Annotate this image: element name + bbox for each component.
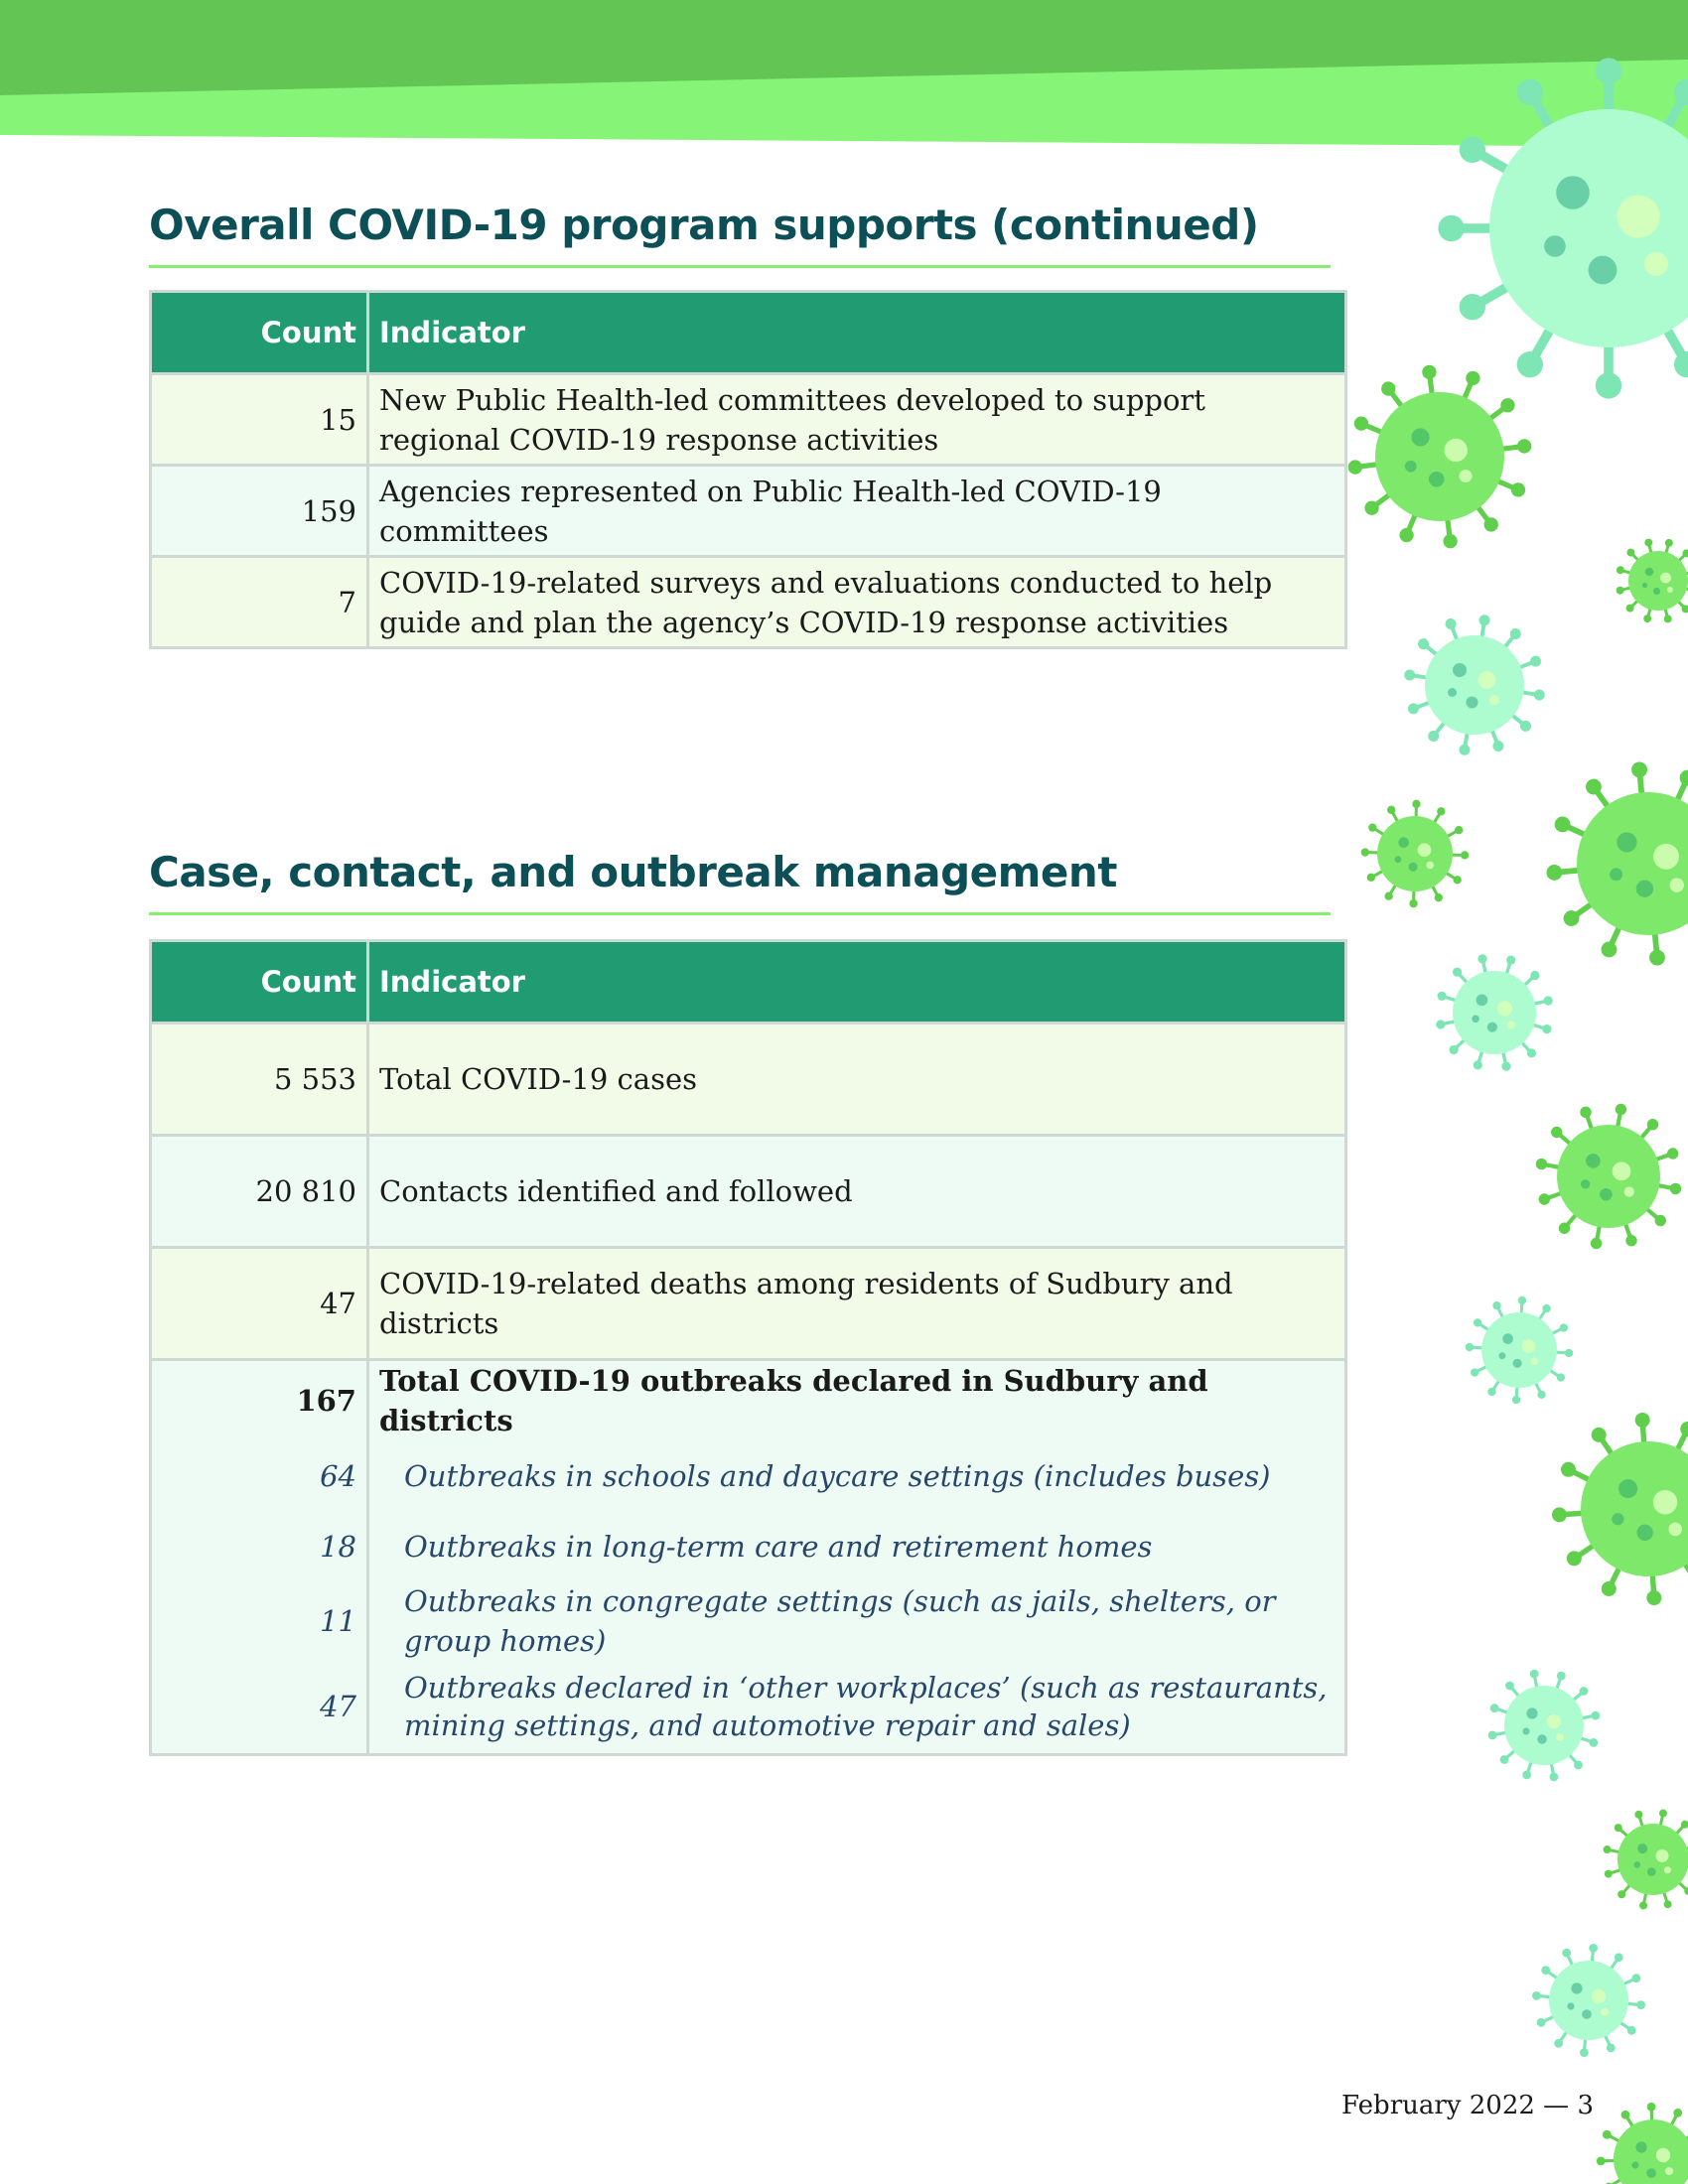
- virus-icon: [1404, 614, 1544, 754]
- indicator-cell: Agencies represented on Public Health-led COVID-19 committees: [368, 466, 1346, 557]
- count-cell: 15: [151, 374, 368, 466]
- count-cell: 11: [151, 1581, 368, 1661]
- indicator-cell: Total COVID-19 cases: [368, 1024, 1346, 1136]
- table-row: [151, 1136, 1346, 1248]
- indicator-cell: New Public Health-led committees developed to support regional COVID-19 response activities: [368, 374, 1346, 466]
- header-banner: [0, 0, 1688, 159]
- table-row: [151, 1248, 1346, 1360]
- virus-icon: [1532, 1944, 1645, 2057]
- count-cell: 47: [151, 1661, 368, 1754]
- column-header-count: Count: [151, 292, 368, 374]
- table-subrow: [151, 1661, 1346, 1754]
- count-cell: 167: [151, 1360, 368, 1441]
- indicator-cell: Outbreaks in schools and daycare settings (includes buses): [368, 1440, 1346, 1511]
- virus-icon: [1617, 539, 1688, 623]
- table-row: [151, 1024, 1346, 1136]
- column-header-indicator: Indicator: [368, 941, 1346, 1024]
- table-header-row: [151, 292, 1346, 374]
- count-cell: 7: [151, 557, 368, 648]
- count-cell: 5 553: [151, 1024, 368, 1136]
- indicator-cell: COVID-19-related surveys and evaluations conducted to help guide and plan the agency’s COVID-19 response activities: [368, 557, 1346, 648]
- virus-icon: [1597, 2103, 1688, 2184]
- page-footer: February 2022 — 3: [1341, 2091, 1594, 2120]
- virus-icon: [1436, 954, 1552, 1070]
- virus-icon: [1536, 1104, 1681, 1249]
- table-row: [151, 557, 1346, 648]
- section-title-program-supports: Overall COVID-19 program supports (continued): [149, 201, 1259, 249]
- count-cell: 159: [151, 466, 368, 557]
- count-cell: 20 810: [151, 1136, 368, 1248]
- count-cell: 64: [151, 1440, 368, 1511]
- table-subrow: [151, 1440, 1346, 1511]
- section-title-rule: [149, 912, 1331, 915]
- program-supports-table: [149, 290, 1347, 649]
- section-title-case-management: Case, contact, and outbreak management: [149, 848, 1117, 896]
- virus-icon: [1348, 365, 1532, 549]
- indicator-cell: COVID-19-related deaths among residents of Sudbury and districts: [368, 1248, 1346, 1360]
- case-management-table: [149, 939, 1347, 1756]
- count-cell: 18: [151, 1511, 368, 1581]
- indicator-cell: Outbreaks in long-term care and retirement homes: [368, 1511, 1346, 1581]
- table-row-total-outbreaks: [151, 1360, 1346, 1441]
- column-header-count: Count: [151, 941, 368, 1024]
- table-row: [151, 374, 1346, 466]
- virus-icon: [1466, 1297, 1574, 1405]
- indicator-cell: Outbreaks in congregate settings (such as jails, shelters, or group homes): [368, 1581, 1346, 1661]
- indicator-cell: Total COVID-19 outbreaks declared in Sudbury and districts: [368, 1360, 1346, 1441]
- table-subrow: [151, 1581, 1346, 1661]
- virus-icon: [1552, 1413, 1688, 1605]
- table-row: [151, 466, 1346, 557]
- count-cell: 47: [151, 1248, 368, 1360]
- table-header-row: [151, 941, 1346, 1024]
- indicator-cell: Outbreaks declared in ‘other workplaces’ (such as restaurants, mining settings, and automotive repair and sales): [368, 1661, 1346, 1754]
- virus-icon: [1604, 1810, 1688, 1910]
- virus-icon: [1488, 1670, 1601, 1782]
- table-subrow: [151, 1511, 1346, 1581]
- section-title-rule: [149, 265, 1331, 268]
- virus-icon: [1361, 800, 1470, 908]
- indicator-cell: Contacts identified and followed: [368, 1136, 1346, 1248]
- column-header-indicator: Indicator: [368, 292, 1346, 374]
- virus-icon: [1546, 761, 1688, 965]
